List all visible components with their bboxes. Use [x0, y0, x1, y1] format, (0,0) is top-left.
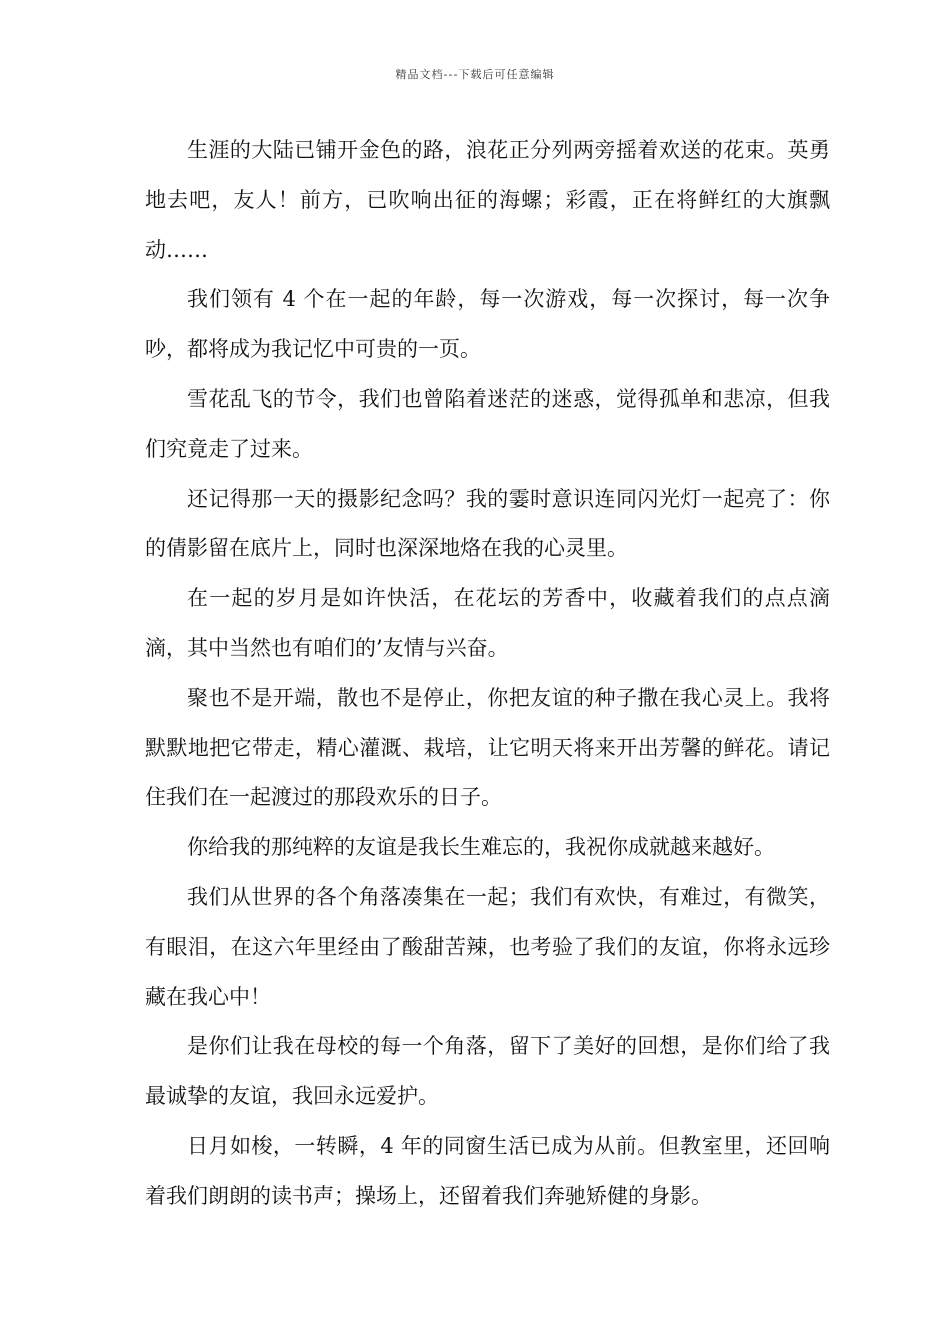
paragraph: 你给我的那纯粹的友谊是我长生难忘的，我祝你成就越来越好。: [187, 835, 775, 860]
paragraph: 日月如梭，一转瞬，4 年的同窗生活已成为从前。但教室里，还回响着我们朗朗的读书声；操场上，还留着我们奔驰矫健的身影。: [145, 1133, 830, 1208]
paragraph: 还记得那一天的摄影纪念吗？我的霎时意识连同闪光灯一起亮了：你的倩影留在底片上，同时也深深地烙在我的心灵里。: [145, 486, 830, 561]
paragraph: 是你们让我在母校的每一个角落，留下了美好的回想，是你们给了我最诚挚的友谊，我回永远爱护。: [145, 1034, 830, 1109]
paragraph: 在一起的岁月是如许快活，在花坛的芳香中，收藏着我们的点点滴滴，其中当然也有咱们的’友情与兴奋。: [145, 586, 830, 660]
paragraph: 我们从世界的各个角落凑集在一起；我们有欢快，有难过，有微笑，有眼泪，在这六年里经由了酸甜苦辣，也考验了我们的友谊，你将永远珍藏在我心中！: [145, 884, 830, 1009]
document-body: [145, 126, 830, 1222]
paragraph: 聚也不是开端，散也不是停止，你把友谊的种子撒在我心灵上。我将默默地把它带走，精心灌溉、栽培，让它明天将来开出芳馨的鲜花。请记住我们在一起渡过的那段欢乐的日子。: [145, 685, 830, 810]
paragraph: 生涯的大陆已铺开金色的路，浪花正分列两旁摇着欢送的花束。英勇地去吧，友人！前方，已吹响出征的海螺；彩霞，正在将鲜红的大旗飘动……: [145, 138, 830, 262]
page-header: 精品文档---下载后可任意编辑: [395, 68, 555, 81]
paragraph: 雪花乱飞的节令，我们也曾陷着迷茫的迷惑，觉得孤单和悲凉，但我们究竟走了过来。: [145, 386, 830, 461]
paragraph: 我们领有 4 个在一起的年龄，每一次游戏，每一次探讨，每一次争吵，都将成为我记忆中可贵的一页。: [145, 287, 830, 362]
